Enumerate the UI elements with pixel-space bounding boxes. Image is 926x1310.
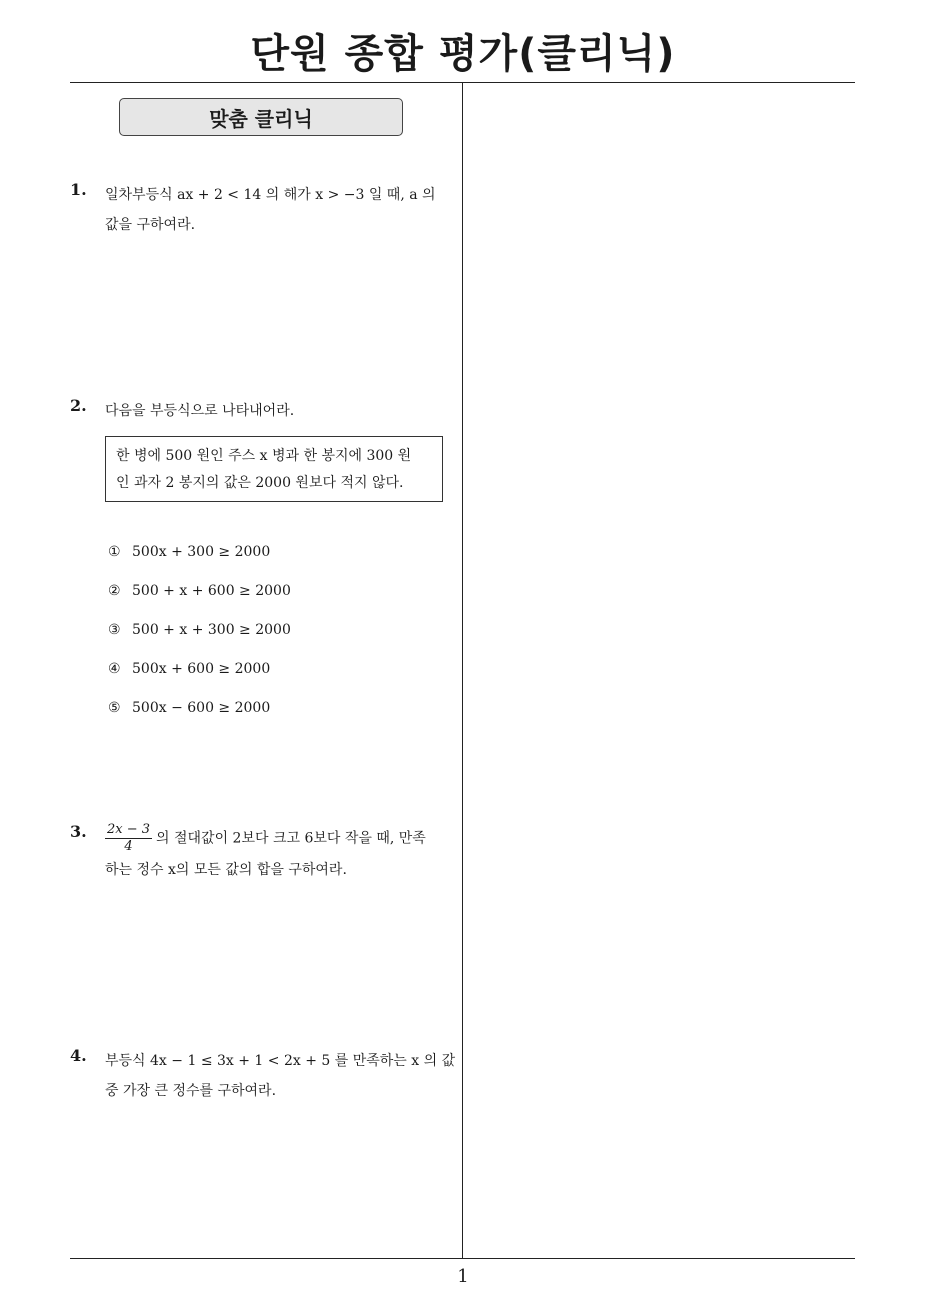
problem-line: 일차부등식 ax + 2 < 14 의 해가 x > −3 일 때, a 의 [105, 187, 436, 203]
choice-text: 500 + x + 600 ≥ 2000 [132, 583, 291, 599]
problem-line: 값을 구하여라. [105, 217, 196, 233]
choice-2[interactable] [108, 583, 291, 599]
problem-3 [70, 822, 456, 892]
choice-mark: ④ [108, 661, 121, 677]
problem-number: 2 . [70, 396, 87, 415]
page-title: 단원 종합 평가(클리닉) [250, 31, 676, 77]
choice-5[interactable] [108, 700, 270, 716]
choice-mark: ③ [108, 622, 121, 638]
problem-text [105, 180, 456, 240]
problem-1 [70, 180, 456, 250]
problem-number: 3 . [70, 822, 87, 841]
page-number: 1 [457, 1266, 469, 1287]
choice-mark: ① [108, 544, 121, 560]
section-badge [119, 98, 403, 136]
footer-rule [70, 1258, 855, 1259]
section-label: 맞춤 클리닉 [209, 106, 313, 131]
fraction [105, 822, 152, 855]
choice-text: 500 + x + 300 ≥ 2000 [132, 622, 291, 638]
choice-text: 500x + 300 ≥ 2000 [132, 544, 271, 560]
problem-text [105, 1046, 456, 1106]
condition-line: 인 과자 2 봉지의 값은 2000 원보다 적지 않다. [116, 475, 404, 491]
problem-line: 다음을 부등식으로 나타내어라. [105, 403, 295, 419]
choice-3[interactable] [108, 622, 291, 638]
fraction-denominator: 4 [124, 839, 133, 854]
problem-line: 중 가장 큰 정수를 구하여라. [105, 1083, 277, 1099]
problem-line: 부등식 4x − 1 ≤ 3x + 1 < 2x + 5 를 만족하는 x 의 값 [105, 1053, 456, 1069]
column-divider [462, 83, 463, 1258]
choice-mark: ⑤ [108, 700, 121, 716]
choice-text: 500x − 600 ≥ 2000 [132, 700, 271, 716]
choice-4[interactable] [108, 661, 270, 677]
problem-line-text: 의 절대값이 2보다 크고 6보다 작을 때, 만족 [156, 830, 426, 847]
choice-mark: ② [108, 583, 121, 599]
problem-text [105, 396, 456, 426]
fraction-numerator: 2x − 3 [107, 822, 151, 837]
problem-line: 하는 정수 x의 모든 값의 합을 구하여라. [105, 862, 347, 878]
problem-2 [70, 396, 456, 430]
problem-number: 1 . [70, 180, 87, 199]
problem-text [105, 822, 456, 885]
choice-1[interactable] [108, 544, 270, 560]
problem-line [105, 822, 456, 855]
condition-line: 한 병에 500 원인 주스 x 병과 한 봉지에 300 원 [116, 448, 412, 464]
problem-4 [70, 1046, 456, 1116]
choice-text: 500x + 600 ≥ 2000 [132, 661, 271, 677]
condition-box [105, 436, 443, 502]
problem-number: 4 . [70, 1046, 87, 1065]
